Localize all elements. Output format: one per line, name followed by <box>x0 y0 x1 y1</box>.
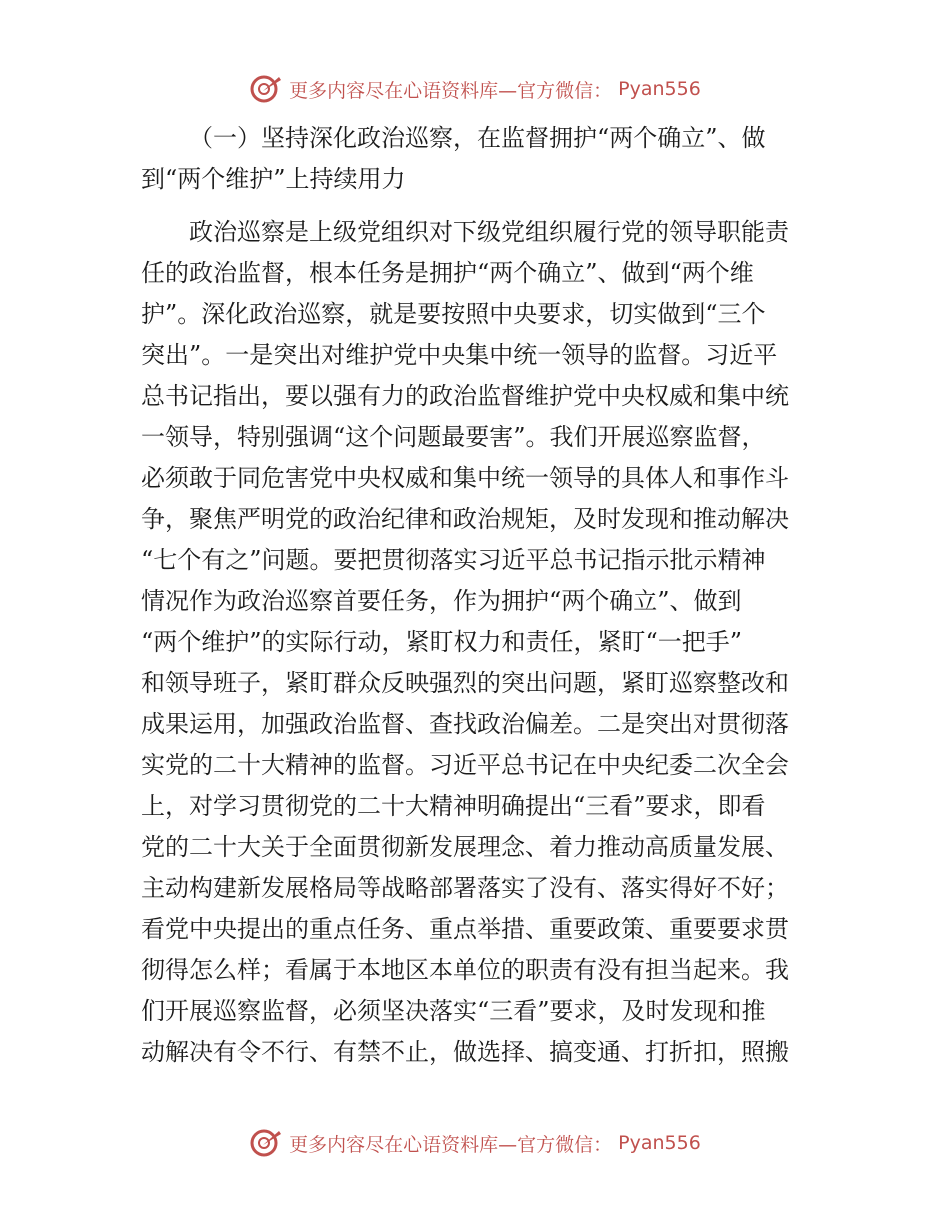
body-line: 护”。深化政治巡察，就是要按照中央要求，切实做到“三个 <box>141 300 766 328</box>
body-line: 总书记指出，要以强有力的政治监督维护党中央权威和集中统 <box>141 382 789 410</box>
body-line: 任的政治监督，根本任务是拥护“两个确立”、做到“两个维 <box>141 259 754 287</box>
body-line: “两个维护”的实际行动，紧盯权力和责任，紧盯“一把手” <box>141 628 743 656</box>
body-line: 动解决有令不行、有禁不止，做选择、搞变通、打折扣，照搬 <box>141 1038 789 1066</box>
brand-logo-icon <box>249 1126 283 1160</box>
body-line: 们开展巡察监督，必须坚决落实“三看”要求，及时发现和推 <box>141 997 766 1025</box>
body-paragraph <box>141 212 811 1073</box>
body-line: 看党中央提出的重点任务、重点举措、重要政策、重要要求贯 <box>141 915 789 943</box>
section-heading <box>141 118 811 200</box>
body-line: 和领导班子，紧盯群众反映强烈的突出问题，紧盯巡察整改和 <box>141 669 789 697</box>
banner-handle: Pyan556 <box>618 1132 701 1154</box>
footer-watermark <box>0 1126 950 1160</box>
body-line: 党的二十大关于全面贯彻新发展理念、着力推动高质量发展、 <box>141 833 789 861</box>
banner-text: 更多内容尽在心语资料库—官方微信： <box>289 1133 613 1156</box>
body-line: 一领导，特别强调“这个问题最要害”。我们开展巡察监督， <box>141 423 766 451</box>
body-line: 情况作为政治巡察首要任务，作为拥护“两个确立”、做到 <box>141 587 742 615</box>
heading-line: 到“两个维护”上持续用力 <box>141 165 406 193</box>
header-watermark <box>0 72 950 106</box>
body-line: 彻得怎么样；看属于本地区本单位的职责有没有担当起来。我 <box>141 956 789 984</box>
body-line: 必须敢于同危害党中央权威和集中统一领导的具体人和事作斗 <box>141 464 789 492</box>
banner-text: 更多内容尽在心语资料库—官方微信： <box>289 79 613 102</box>
body-line: 主动构建新发展格局等战略部署落实了没有、落实得好不好； <box>141 874 789 902</box>
heading-line: （一）坚持深化政治巡察，在监督拥护“两个确立”、做 <box>189 124 766 152</box>
body-line: 实党的二十大精神的监督。习近平总书记在中央纪委二次全会 <box>141 751 789 779</box>
body-line: 突出”。一是突出对维护党中央集中统一领导的监督。习近平 <box>141 341 778 369</box>
body-line: “七个有之”问题。要把贯彻落实习近平总书记指示批示精神 <box>141 546 766 574</box>
brand-logo-icon <box>249 72 283 106</box>
body-line: 成果运用，加强政治监督、查找政治偏差。二是突出对贯彻落 <box>141 710 789 738</box>
banner-handle: Pyan556 <box>618 78 701 100</box>
body-line: 争，聚焦严明党的政治纪律和政治规矩，及时发现和推动解决 <box>141 505 789 533</box>
document-body <box>141 118 811 1073</box>
body-line: 政治巡察是上级党组织对下级党组织履行党的领导职能责 <box>189 218 789 246</box>
body-line: 上，对学习贯彻党的二十大精神明确提出“三看”要求，即看 <box>141 792 766 820</box>
